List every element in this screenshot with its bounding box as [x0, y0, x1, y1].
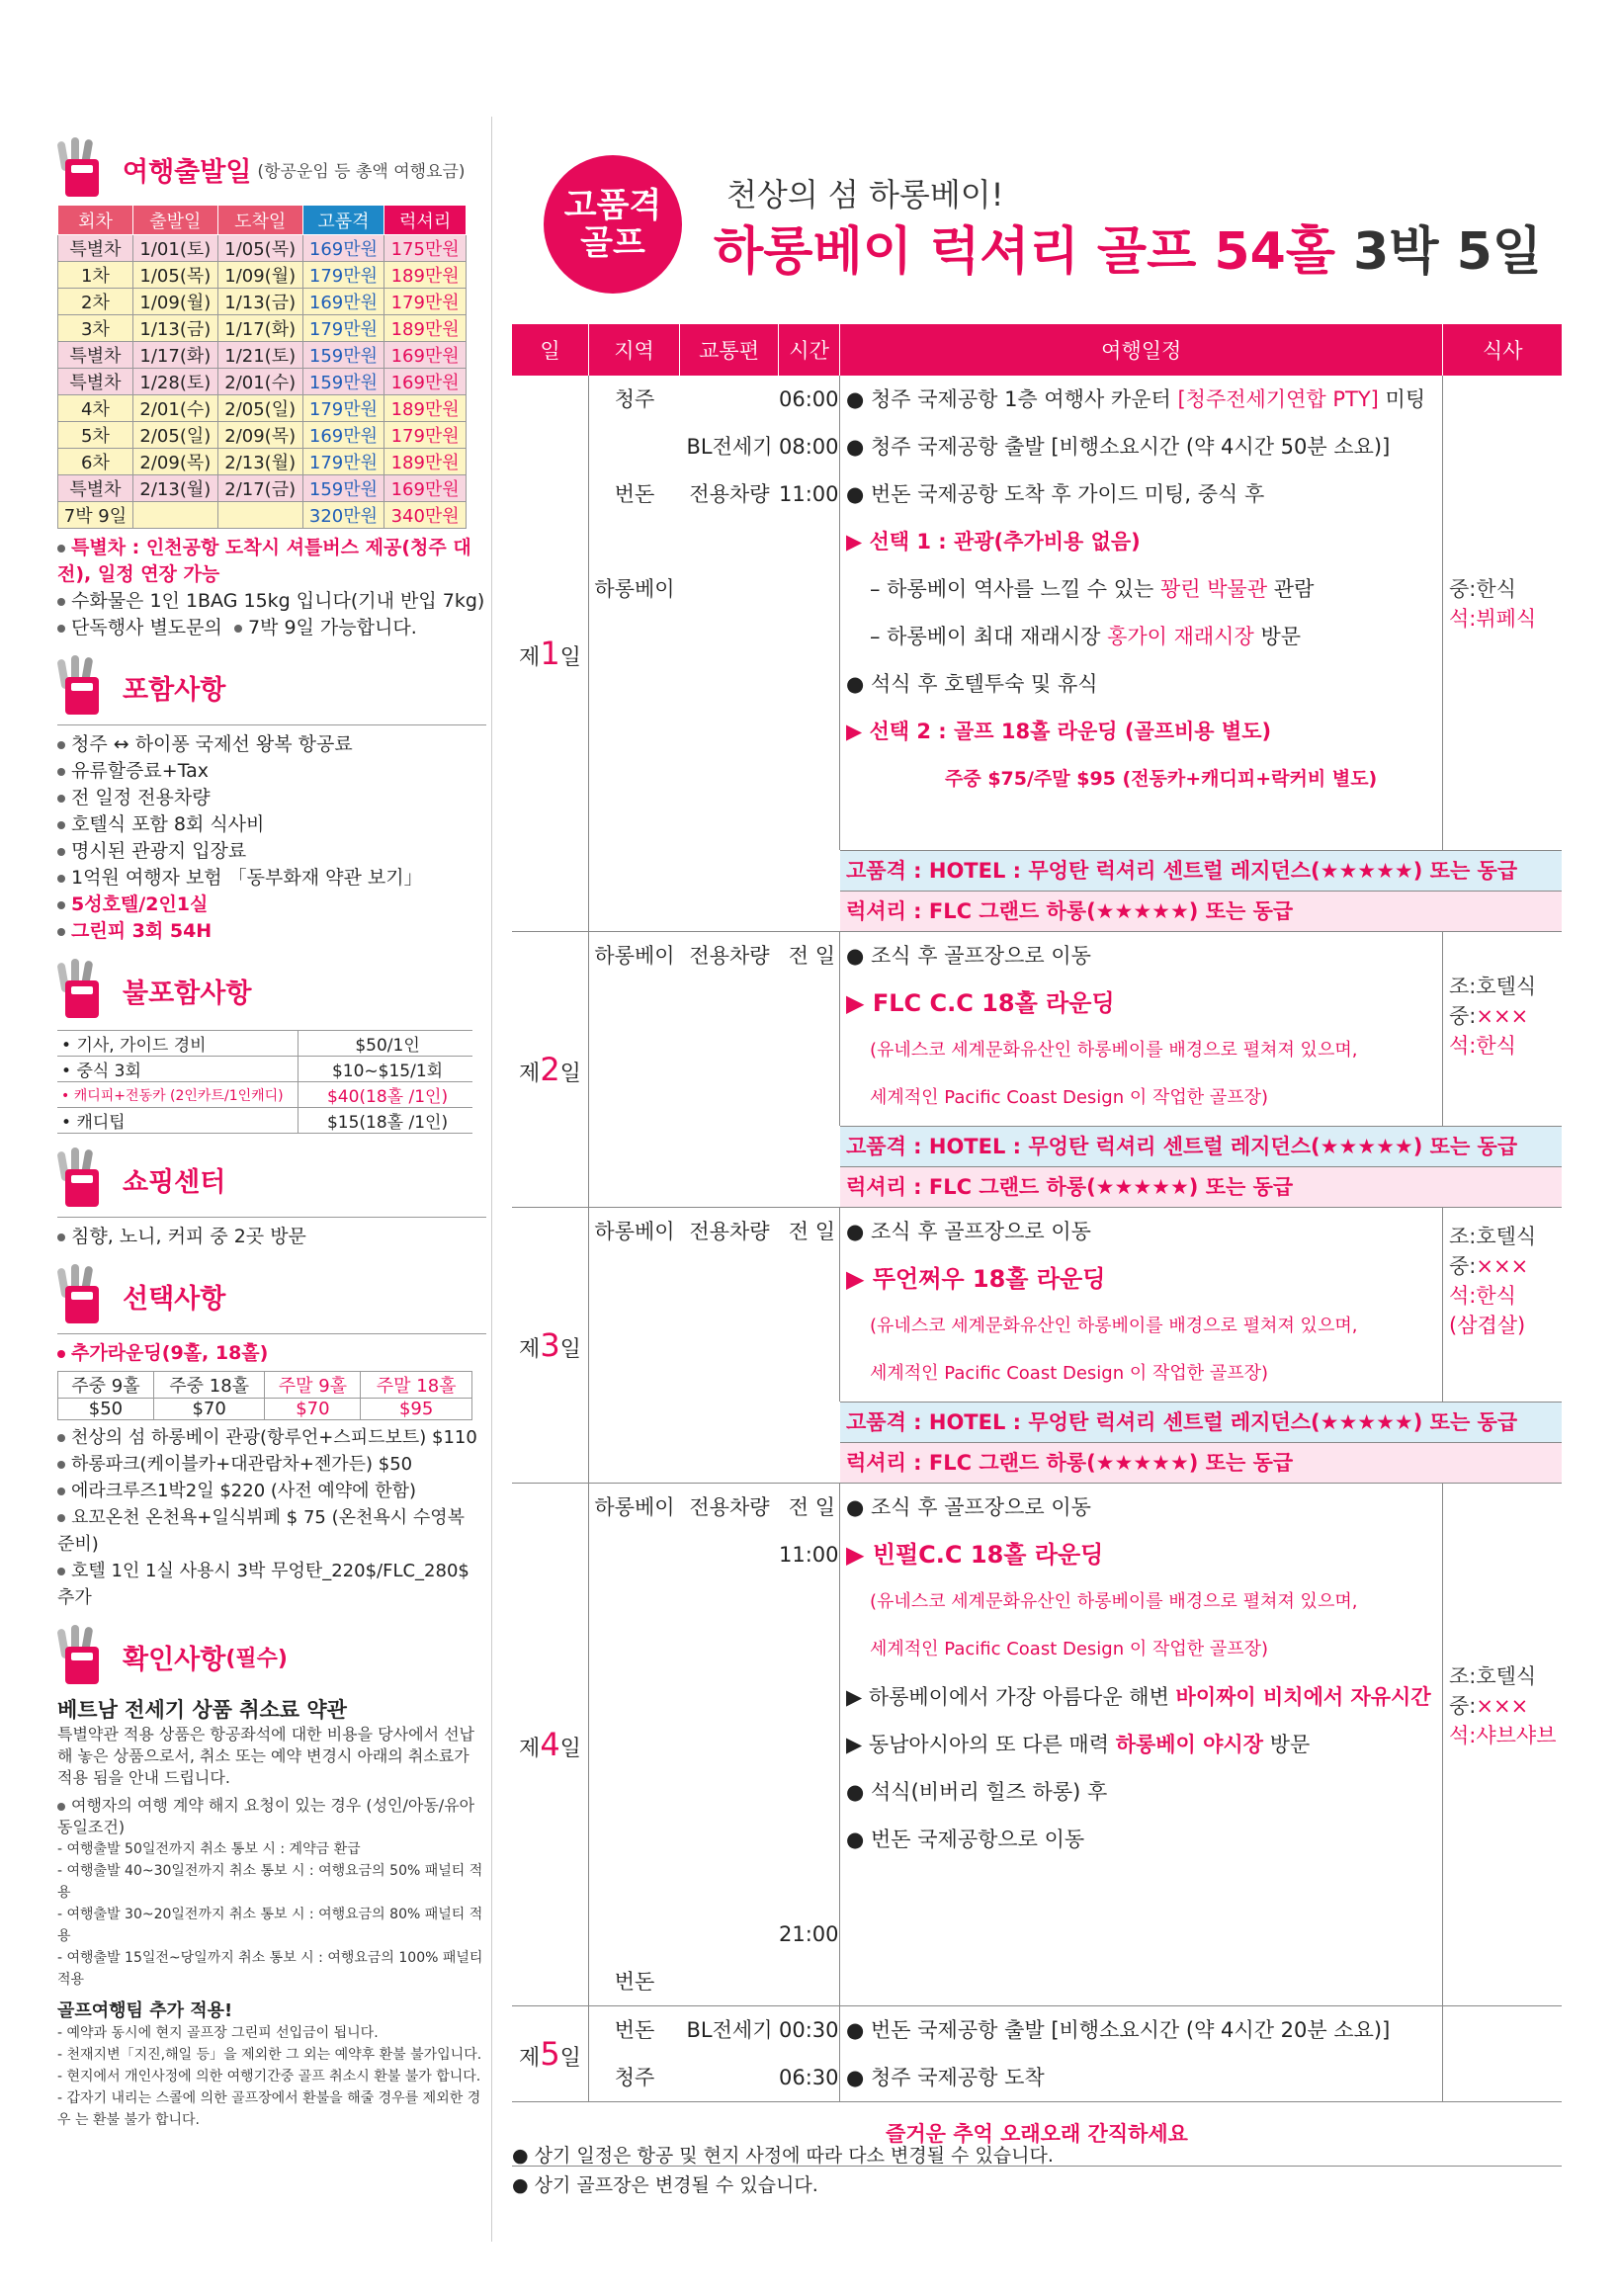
exclude-price: $15(18홀 /1인) [298, 1108, 472, 1134]
price-cell: $70 [153, 1399, 265, 1420]
time-col: 전 일 [779, 932, 840, 1126]
column-divider [491, 117, 492, 2242]
departure-cell [132, 502, 217, 529]
exclude-row [57, 1031, 472, 1057]
hotel-luxury: 럭셔리 : FLC 그랜드 하롱(★★★★★) 또는 동급 [840, 1442, 1562, 1483]
hotel-luxury: 럭셔리 : FLC 그랜드 하롱(★★★★★) 또는 동급 [840, 1166, 1562, 1207]
departure-cell: 2/05(일) [132, 422, 217, 449]
time-col: 00:30 06:30 [779, 2006, 840, 2101]
premium-golf-badge: 고품격 골프 [544, 155, 682, 294]
confirm-title: 확인사항 [123, 1644, 226, 1675]
departure-cell: 1/09(월) [132, 289, 217, 315]
departure-row [58, 502, 467, 529]
day-row [512, 932, 1562, 1208]
exclude-price: $40(18홀 /1인) [298, 1082, 472, 1108]
option-list [57, 1424, 486, 1611]
meal-col: 조:호텔식 중:××× 석:한식 (삼겹살) [1449, 1225, 1537, 1337]
exclude-item: • 기사, 가이드 경비 [57, 1031, 298, 1057]
program-col: ● 조식 후 골프장으로 이동 ▶ 빈펄C.C 18홀 라운딩 (유네스코 세계문화유산인 하롱베이를 배경으로 펼쳐져 있으며, 세계적인 Pacific Coast Design 이 작업한 골프장) ▶ 하롱베이에서 가장 아름다운 해변 바이짜이 비치에서 자유시간 ▶ 동남아시아의 또 다른 매력 하롱베이 야시장 방문 ● 석식(비버리 힐즈 하롱) 후 ● 번돈 국제공항으로 이동 [840, 1484, 1443, 2005]
exclude-row [57, 1057, 472, 1082]
col-header: 시간 [779, 324, 840, 376]
departure-cell: 6차 [58, 449, 133, 475]
include-list [57, 731, 486, 945]
departure-cell: 1/09(월) [217, 262, 302, 289]
include-item: 유류할증료+Tax [57, 758, 486, 785]
program-col: ● 청주 국제공항 1층 여행사 카운터 [청주전세기연합 PTY] 미팅 ● 청주 국제공항 출발 [비행소요시간 (약 4시간 50분 소요)] ● 번돈 국제공항 도착 후 가이드 미팅, 중식 후 ▶ 선택 1 : 관광(추가비용 없음) – 하롱베이 역사를 느낄 수 있는 꽝린 박물관 관람 – 하롱베이 최대 재래시장 홍가이 재래시장 방문 ● 석식 후 호텔투숙 및 휴식 ▶ 선택 2 : 골프 18홀 라운딩 (골프비용 별도) 주중 $75/주말 $95 (전동카+캐디피+락커비 별도) [840, 376, 1443, 850]
region-col: 하롱베이 [594, 1220, 675, 1243]
departure-cell: 179만원 [302, 395, 384, 422]
departure-cell: 159만원 [302, 475, 384, 502]
departure-cell: 1/28(토) [132, 369, 217, 395]
region-col: 하롱베이 [594, 944, 675, 968]
cancel-condition: 여행자의 여행 계약 해지 요청이 있는 경우 (성인/아동/유아 동일조건) [57, 1796, 475, 1836]
day-label: 제3일 [512, 1208, 589, 1484]
transport-col: 전용차량 [689, 1495, 770, 1519]
include-item: 전 일정 전용차량 [57, 785, 486, 811]
transport-col: BL전세기 전용차량 [686, 435, 773, 506]
departure-row [58, 289, 467, 315]
departure-cell: 169만원 [384, 342, 467, 369]
note-item: 특별차 : 인천공항 도착시 셔틀버스 제공(청주 대전), 일정 연장 가능 [57, 537, 471, 585]
golf-team-line: - 현지에서 개인사정에 의한 여행기간중 골프 취소시 환불 불가 합니다. [57, 2069, 481, 2084]
option-item: 요꼬온천 온천욕+일식뷔페 $ 75 (온천욕시 수영복 준비) [57, 1507, 466, 1555]
exclude-item: • 캐디피+전동카 (2인카트/1인캐디) [57, 1082, 298, 1108]
note-item: ● 상기 일정은 항공 및 현지 사정에 따라 다소 변경될 수 있습니다. [512, 2145, 1054, 2167]
golf-bag-icon [57, 1625, 113, 1688]
exclude-item: • 캐디팁 [57, 1108, 298, 1134]
exclude-header [57, 955, 486, 1026]
shopping-title: 쇼핑센터 [123, 1166, 226, 1198]
transport-col: 전용차량 [689, 1220, 770, 1243]
day-label: 제1일 [512, 376, 589, 932]
col-header: 교통편 [680, 324, 779, 376]
exclude-price: $50/1인 [298, 1031, 472, 1057]
cancel-line: - 여행출발 30~20일전까지 취소 통보 시 : 여행요금의 80% 패널티 적용 [57, 1907, 483, 1944]
program-col: ● 번돈 국제공항 출발 [비행소요시간 (약 4시간 20분 소요)] ● 청주 국제공항 도착 [840, 2006, 1443, 2101]
option-item: 호텔 1인 1실 사용시 3박 무엉탄_220$/FLC_280$ 추가 [57, 1561, 469, 1608]
page-subtitle: 천상의 섬 하롱베이! [726, 176, 1004, 213]
meal-col: 조:호텔식 중:××× 석:한식 [1449, 975, 1537, 1058]
departure-title: 여행출발일 [123, 156, 252, 188]
golf-bag-icon [57, 1148, 113, 1211]
exclude-row [57, 1108, 472, 1134]
departure-cell: 340만원 [384, 502, 467, 529]
departure-cell: 특별차 [58, 235, 133, 262]
bottom-notes [512, 2141, 1054, 2200]
departure-notes [57, 535, 486, 641]
hotel-luxury: 럭셔리 : FLC 그랜드 하롱(★★★★★) 또는 동급 [840, 891, 1562, 931]
departure-row [58, 262, 467, 289]
include-item: 호텔식 포함 8회 식사비 [57, 811, 486, 838]
note-item: ● 상기 골프장은 변경될 수 있습니다. [512, 2174, 818, 2196]
departure-cell: 특별차 [58, 369, 133, 395]
departure-cell: 3차 [58, 315, 133, 342]
departure-cell: 320만원 [302, 502, 384, 529]
col-header: 럭셔리 [384, 206, 467, 235]
confirm-header [57, 1621, 486, 1692]
include-item: 1억원 여행자 보험 「동부화재 약관 보기」 [57, 865, 486, 892]
program-col: ● 조식 후 골프장으로 이동 ▶ FLC C.C 18홀 라운딩 (유네스코 세계문화유산인 하롱베이를 배경으로 펼쳐져 있으며, 세계적인 Pacific Coast Design 이 작업한 골프장) [840, 932, 1443, 1126]
golf-bag-icon [57, 655, 113, 719]
departure-cell: 159만원 [302, 342, 384, 369]
price-header: 주말 18홀 [361, 1372, 472, 1399]
departure-cell [217, 502, 302, 529]
price-header: 주중 9홀 [58, 1372, 154, 1399]
include-title: 포함사항 [123, 674, 226, 706]
departure-cell: 1/01(토) [132, 235, 217, 262]
departure-cell: 2/17(금) [217, 475, 302, 502]
option-title: 선택사항 [123, 1283, 226, 1315]
day-row [512, 1484, 1562, 2006]
golf-team-title: 골프여행팀 추가 적용! [57, 2000, 233, 2021]
exclude-row [57, 1082, 472, 1108]
transport-col: BL전세기 [686, 2018, 773, 2042]
price-cell: $70 [265, 1399, 361, 1420]
col-header: 출발일 [132, 206, 217, 235]
col-header: 지역 [589, 324, 680, 376]
hotel-premium: 고품격 : HOTEL : 무엉탄 럭셔리 센트럴 레지던스(★★★★★) 또는 동급 [840, 850, 1562, 891]
departure-cell: 4차 [58, 395, 133, 422]
departure-cell: 2/01(수) [217, 369, 302, 395]
option-item: 하롱파크(케이블카+대관람차+젠가든) $50 [57, 1451, 486, 1478]
departure-cell: 169만원 [384, 369, 467, 395]
departure-cell: 169만원 [302, 235, 384, 262]
departure-cell: 2차 [58, 289, 133, 315]
cancel-line: - 여행출발 50일전까지 취소 통보 시 : 계약금 환급 [57, 1841, 361, 1857]
region-col: 하롱베이 번돈 [594, 1495, 675, 1994]
page-title: 하롱베이 럭셔리 골프 54홀 3박 5일 [714, 222, 1543, 282]
departure-cell: 189만원 [384, 262, 467, 289]
departure-cell: 189만원 [384, 395, 467, 422]
itinerary-table [512, 324, 1562, 2167]
left-column [57, 133, 486, 2131]
departure-row [58, 315, 467, 342]
departure-cell: 1/21(토) [217, 342, 302, 369]
departure-cell: 179만원 [302, 315, 384, 342]
departure-cell: 179만원 [302, 449, 384, 475]
col-header: 도착일 [217, 206, 302, 235]
confirm-title-required: (필수) [225, 1646, 288, 1671]
departure-cell: 189만원 [384, 315, 467, 342]
col-header: 고품격 [302, 206, 384, 235]
departure-row [58, 449, 467, 475]
day-label: 제5일 [512, 2006, 589, 2102]
departure-row [58, 342, 467, 369]
shopping-header [57, 1144, 486, 1215]
golf-team-line: - 예약과 동시에 현지 골프장 그린피 선입금이 됩니다. [57, 2025, 379, 2041]
departure-cell: 2/05(일) [217, 395, 302, 422]
col-header: 여행일정 [840, 324, 1443, 376]
closing-message: 즐거운 추억 오래오래 간직하세요 [512, 2102, 1562, 2167]
departure-cell: 169만원 [384, 475, 467, 502]
cancel-policy-text: 특별약관 적용 상품은 항공좌석에 대한 비용을 당사에서 선납해 놓은 상품으로서, 취소 또는 예약 변경시 아래의 취소료가 적용 됨을 안내 드립니다. [57, 1725, 475, 1787]
departure-header [57, 133, 486, 205]
departure-cell: 1/17(화) [217, 315, 302, 342]
departure-cell: 1/05(목) [217, 235, 302, 262]
departure-cell: 5차 [58, 422, 133, 449]
cancel-line: - 여행출발 40~30일전까지 취소 통보 시 : 여행요금의 50% 패널티 적용 [57, 1863, 483, 1901]
time-col: 전 일 [779, 1208, 840, 1402]
include-item: 청주 ↔ 하이퐁 국제선 왕복 항공료 [57, 731, 486, 758]
option-header [57, 1260, 486, 1331]
departure-cell: 2/01(수) [132, 395, 217, 422]
include-item: 명시된 관광지 입장료 [57, 838, 486, 865]
price-header: 주중 18홀 [153, 1372, 265, 1399]
col-header: 회차 [58, 206, 133, 235]
cancel-line: - 여행출발 15일전~당일까지 취소 통보 시 : 여행요금의 100% 패널티 적용 [57, 1950, 483, 1988]
option-item: 에라크루즈1박2일 $220 (사전 예약에 한함) [57, 1478, 486, 1504]
departure-row [58, 475, 467, 502]
departure-cell: 2/13(월) [217, 449, 302, 475]
time-col: 06:00 08:00 11:00 [779, 376, 840, 850]
departure-cell: 179만원 [302, 262, 384, 289]
golf-team-lines [57, 2022, 486, 2131]
time-col: 전 일 11:00 21:00 [779, 1484, 840, 2005]
exclude-table [57, 1030, 472, 1134]
departure-cell: 1/13(금) [132, 315, 217, 342]
price-header: 주말 9홀 [265, 1372, 361, 1399]
departure-cell: 1/13(금) [217, 289, 302, 315]
golf-extra: 추가라운딩(9홀, 18홀) [57, 1340, 486, 1367]
departure-cell: 7박 9일 [58, 502, 133, 529]
golf-bag-icon [57, 959, 113, 1022]
exclude-price: $10~$15/1회 [298, 1057, 472, 1082]
exclude-item: • 중식 3회 [57, 1057, 298, 1082]
col-header: 일 [512, 324, 589, 376]
day-row [512, 376, 1562, 932]
departure-cell: 특별차 [58, 342, 133, 369]
col-header: 식사 [1443, 324, 1562, 376]
option-item: 천상의 섬 하롱베이 관광(항루언+스피드보트) $110 [57, 1424, 486, 1451]
departure-cell: 1차 [58, 262, 133, 289]
departure-cell: 1/05(목) [132, 262, 217, 289]
golf-price-table [57, 1371, 472, 1420]
departure-row [58, 395, 467, 422]
departure-cell: 2/09(목) [132, 449, 217, 475]
day-row [512, 1208, 1562, 1484]
meal-col: 조:호텔식 중:××× 석:샤브샤브 [1449, 1664, 1557, 1747]
departure-cell: 2/09(목) [217, 422, 302, 449]
program-col: ● 조식 후 골프장으로 이동 ▶ 뚜언쩌우 18홀 라운딩 (유네스코 세계문화유산인 하롱베이를 배경으로 펼쳐져 있으며, 세계적인 Pacific Coast Design 이 작업한 골프장) [840, 1208, 1443, 1402]
departure-cell: 189만원 [384, 449, 467, 475]
cancel-lines [57, 1838, 486, 1991]
departure-row [58, 369, 467, 395]
shopping-item: 침향, 노니, 커피 중 2곳 방문 [57, 1224, 486, 1250]
departure-subtitle: (항공운임 등 총액 여행요금) [257, 161, 466, 182]
meal-col: 중:한식 석:뷔페식 [1449, 577, 1537, 631]
include-header [57, 651, 486, 723]
day-row [512, 2006, 1562, 2102]
hotel-premium: 고품격 : HOTEL : 무엉탄 럭셔리 센트럴 레지던스(★★★★★) 또는 동급 [840, 1402, 1562, 1442]
departure-cell: 169만원 [302, 289, 384, 315]
golf-bag-icon [57, 1264, 113, 1327]
departure-cell: 2/13(월) [132, 475, 217, 502]
departure-cell: 175만원 [384, 235, 467, 262]
cancel-policy-title: 베트남 전세기 상품 취소료 약관 [57, 1698, 347, 1722]
note-item: 단독행사 별도문의 7박 9일 가능합니다. [57, 615, 486, 641]
departure-row [58, 235, 467, 262]
include-item: 그린피 3회 54H [57, 918, 486, 945]
region-col: 번돈 청주 [614, 2018, 655, 2089]
departure-cell: 특별차 [58, 475, 133, 502]
include-item: 5성호텔/2인1실 [57, 892, 486, 918]
departure-cell: 179만원 [384, 422, 467, 449]
day-label: 제4일 [512, 1484, 589, 2006]
departure-row [58, 422, 467, 449]
departure-cell: 159만원 [302, 369, 384, 395]
departure-cell: 179만원 [384, 289, 467, 315]
note-item: 수화물은 1인 1BAG 15kg 입니다(기내 반입 7kg) [57, 588, 486, 615]
day-label: 제2일 [512, 932, 589, 1208]
transport-col: 전용차량 [689, 944, 770, 968]
departure-cell: 169만원 [302, 422, 384, 449]
departure-table [57, 205, 467, 529]
price-cell: $50 [58, 1399, 154, 1420]
golf-team-line: - 천재지변「지진,해일 등」을 제외한 그 외는 예약후 환불 불가입니다. [57, 2047, 482, 2063]
region-col: 청주 번돈 하롱베이 [594, 387, 675, 601]
golf-bag-icon [57, 137, 113, 201]
departure-cell: 1/17(화) [132, 342, 217, 369]
exclude-title: 불포함사항 [123, 978, 252, 1009]
golf-team-line: - 갑자기 내리는 스콜에 의한 골프장에서 환불을 해줄 경우를 제외한 경우 는 환불 불가 합니다. [57, 2090, 481, 2128]
hotel-premium: 고품격 : HOTEL : 무엉탄 럭셔리 센트럴 레지던스(★★★★★) 또는 동급 [840, 1126, 1562, 1166]
price-cell: $95 [361, 1399, 472, 1420]
